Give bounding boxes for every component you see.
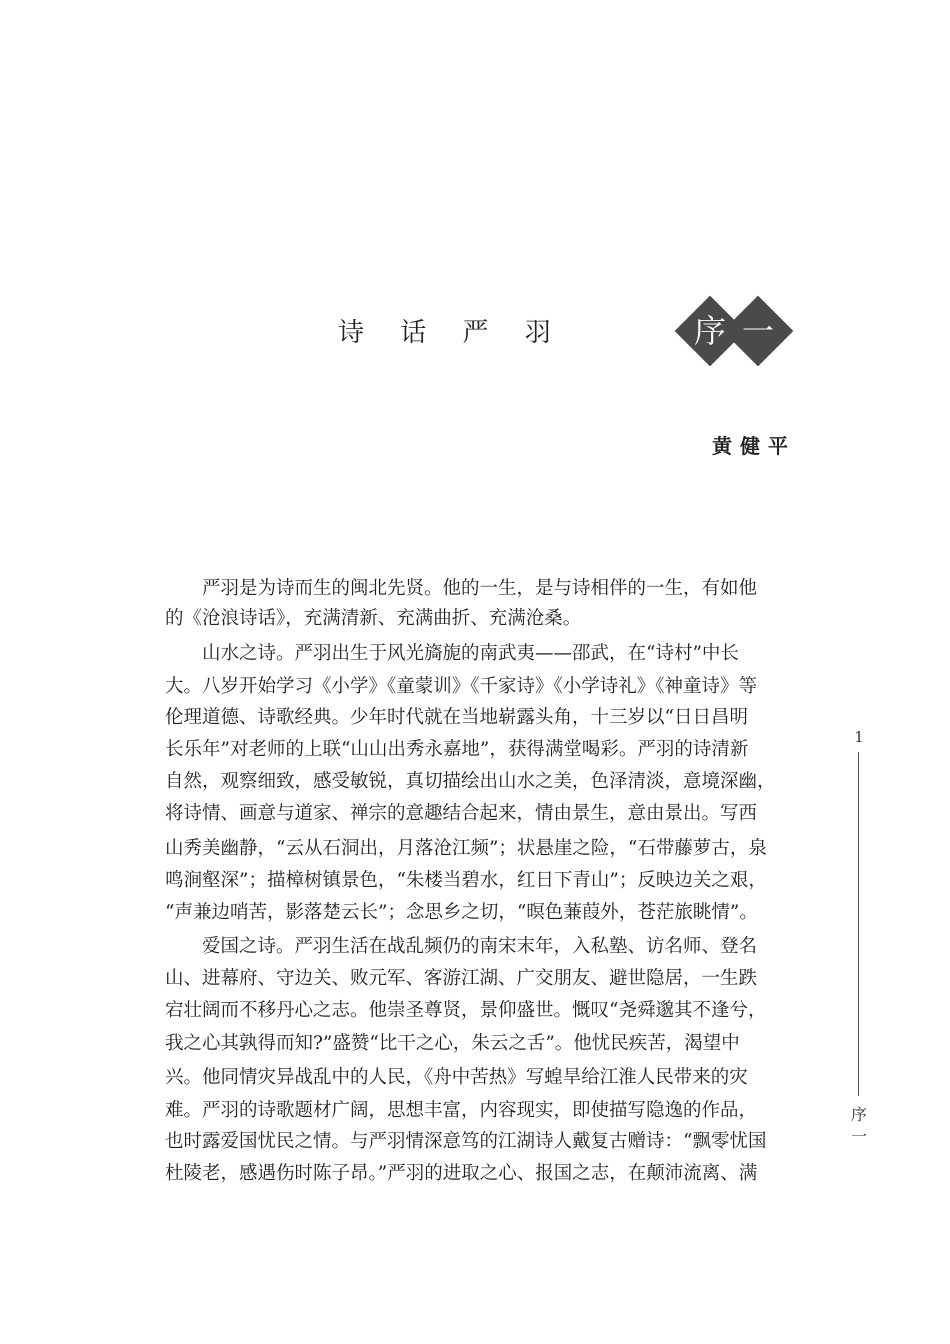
body-line: 山秀美幽静，“云从石洞出，月落沧江频”；状悬崖之险，“石带藤萝古，泉 (165, 838, 767, 859)
body-line: 鸣涧壑深”；描樟树镇景色，“朱楼当碧水，红日下青山”；反映边关之艰， (165, 870, 767, 891)
body-line: 难。严羽的诗歌题材广阔，思想丰富，内容现实，即使描写隐逸的作品， (165, 1100, 758, 1121)
section-badge (675, 295, 795, 367)
body-line: 宕壮阔而不移丹心之志。他崇圣尊贤，景仰盛世。慨叹“尧舜邈其不逢兮， (165, 1000, 767, 1021)
badge-char-1: 序 (693, 312, 726, 350)
page-number: 1 (854, 728, 864, 746)
body-line: 山水之诗。严羽出生于风光旖旎的南武夷——邵武，在“诗村”中长 (165, 643, 739, 664)
body-line: 长乐年”对老师的上联“山山出秀永嘉地”，获得满堂喝彩。严羽的诗清新 (165, 739, 749, 760)
body-line: 的《沧浪诗话》，充满清新、充满曲折、充满沧桑。 (165, 608, 582, 629)
body-line: 兴。他同情灾异战乱中的人民，《舟中苦热》写蝗旱给江淮人民带来的灾 (165, 1067, 748, 1088)
body-line: 自然，观察细致，感受敏锐，真切描绘出山水之美，色泽清淡，意境深幽， (165, 771, 776, 792)
body-line: 山、进幕府、守边关、败元军、客游江湖、广交朋友、避世隐居，一生跌 (165, 968, 758, 989)
body-line: “声兼边哨苦，影落楚云长”；念思乡之切，“暝色蒹葭外，苍茫旅眺情”。 (165, 902, 758, 923)
author-name: 黄健平 (712, 434, 796, 458)
article-title: 诗 话 严 羽 (338, 318, 565, 348)
body-line: 也时露爱国忧民之情。与严羽情深意笃的江湖诗人戴复古赠诗：“飘零忧国 (165, 1131, 767, 1152)
body-line: 将诗情、画意与道家、禅宗的意趣结合起来，情由景生，意由景出。写西 (165, 803, 758, 824)
body-line: 严羽是为诗而生的闽北先贤。他的一生，是与诗相伴的一生，有如他 (165, 578, 758, 599)
margin-rule (858, 752, 859, 1096)
body-line: 我之心其孰得而知?”盛赞“比干之心，朱云之舌”。他忧民疾苦，渴望中 (165, 1033, 740, 1054)
body-line: 杜陵老，感遇伤时陈子昂。”严羽的进取之心、报国之志，在颠沛流离、满 (165, 1163, 758, 1184)
body-line: 大。八岁开始学习《小学》《童蒙训》《千家诗》《小学诗礼》《神童诗》等 (165, 676, 758, 697)
running-section-label: 序一 (850, 1105, 867, 1146)
body-line: 伦理道德、诗歌经典。少年时代就在当地崭露头角，十三岁以“日日昌明 (165, 707, 748, 728)
body-line: 爱国之诗。严羽生活在战乱频仍的南宋末年，入私塾、访名师、登名 (165, 936, 758, 957)
badge-char-2: 一 (741, 312, 774, 350)
